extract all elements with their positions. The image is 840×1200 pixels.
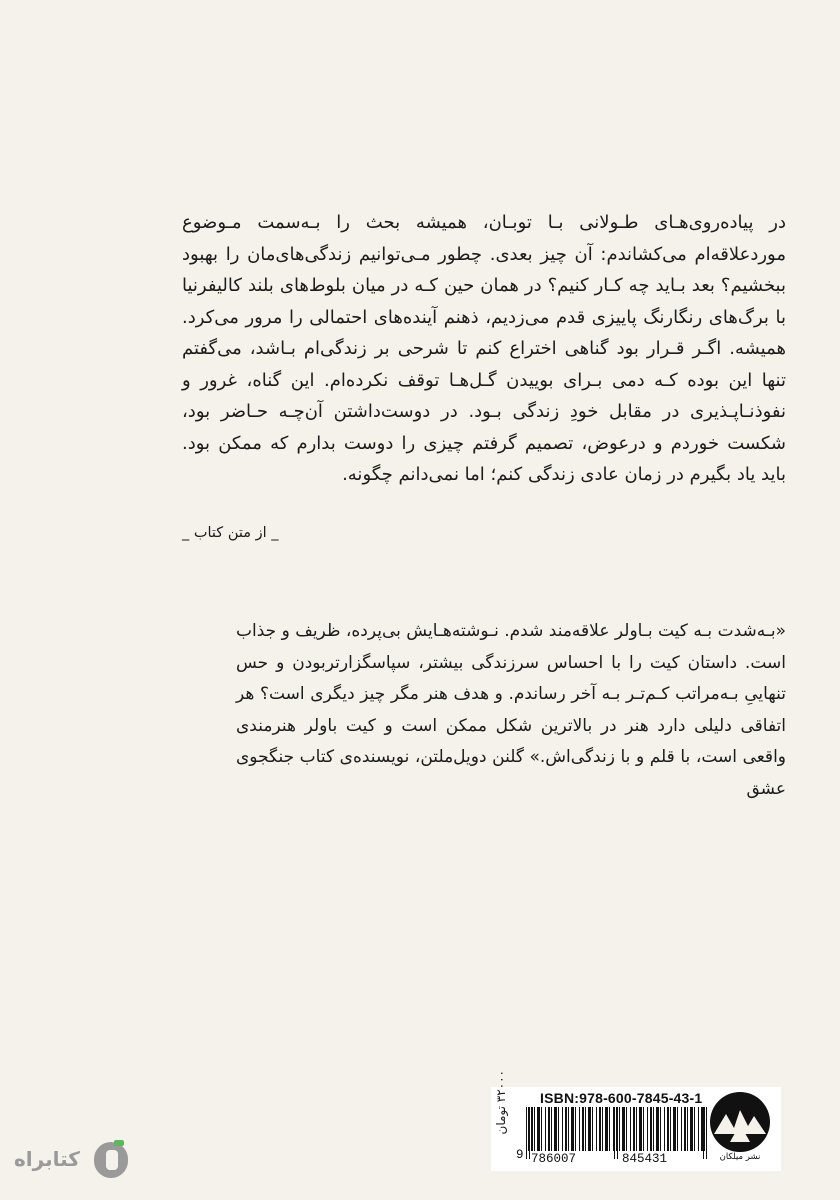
isbn-label: ISBN:978-600-7845-43-1: [540, 1090, 703, 1106]
excerpt-attribution: _ از متن کتاب _: [182, 525, 279, 541]
publisher-name: نشر میلکان: [719, 1152, 761, 1162]
excerpt-paragraph: در پیاده‌روی‌هـای طـولانی بـا توبـان، همیشه بحث را بـه‌سمت مـوضوع موردعلاقه‌ام می‌کشاندم: آن چیز بعدی. چطور مـی‌توانیم زندگی‌های‌مان را بهبود ببخشیم؟ بعد بـاید چه کـار کنیم؟ در همان حین کـه در میان بلوط‌های بلند کالیفرنیا با برگ‌های رنگارنگ پاییزی قدم می‌زدیم، ذهنم آینده‌های احتمالی را مرور می‌کرد. همیشه. اگـر قـرار بود گناهی اختراع کنم تا شرحی بر زندگی‌ام بـاشد، می‌گفتم تنها این بوده کـه دمی بـرای بوییدن گـل‌هـا توقف نکرده‌ام. این گناه، غرور و نفوذنـاپـذیری در مقابل خودِ زندگی بـود. در دوست‌داشتن آن‌چـه حـاضر بود، شکست خوردم و درعوض، تصمیم گرفتم چیزی را دوست بدارم که ممکن بود. باید یاد بگیرم در زمان عادی زندگی کنم؛ اما نمی‌دانم چگونه.: [182, 212, 786, 485]
endorsement-quote: «بـه‌شدت بـه کیت بـاولر علاقه‌مند شدم. نـوشته‌هـایش بی‌پرده، ظریف و جذاب است. داستان کیت را با احساس سرزندگی بیشتر، سپاسگزارتربودن و حس تنهاییِ بـه‌مراتب کـم‌تـر بـه آخر رساندم. و هدف هنر مگر چیز دیگری است؟ هر اتفاقی دلیلی دارد هنر در بالاترین شکل ممکن است و کیت باولر هنرمندی واقعی است، با قلم و با زندگی‌اش.» گلنن دویل‌ملتن، نویسنده‌ی کتاب جنگجوی عشق: [236, 621, 786, 799]
barcode-digits-left: 786007: [531, 1152, 577, 1166]
barcode-guard-center: [614, 1107, 618, 1159]
barcode-guard-left: [526, 1107, 530, 1159]
barcode-digits-right: 845431: [622, 1152, 668, 1166]
price-label: ۳۲۰۰۰ تومان: [494, 1070, 508, 1135]
store-name: کتابراه: [14, 1147, 80, 1171]
barcode-lead-digit: 9: [516, 1148, 524, 1162]
